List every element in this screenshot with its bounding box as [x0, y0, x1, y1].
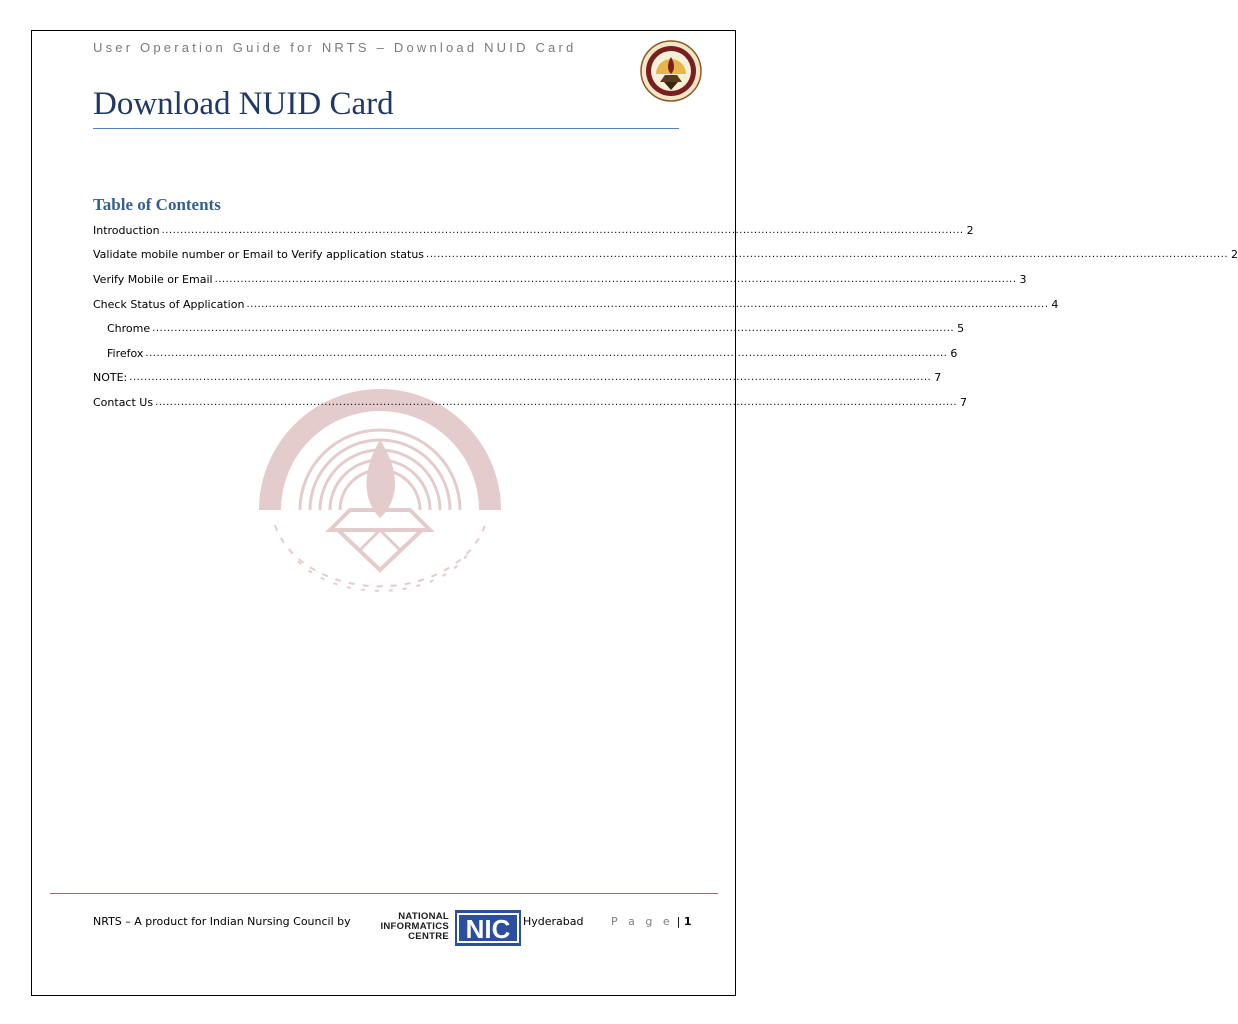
toc-entry-label: Chrome [107, 322, 151, 336]
footer-city: Hyderabad [523, 915, 584, 928]
page-footer [93, 910, 693, 950]
toc-entry-page: 2 [966, 223, 974, 237]
council-watermark-icon [250, 400, 510, 610]
page-number: 1 [683, 915, 692, 928]
toc-entry-firefox[interactable] [93, 341, 958, 366]
footer-divider [50, 893, 718, 894]
toc-leader-dots: .......................................................................................................................................................................................................................... [426, 249, 1229, 261]
toc-entry-label: Introduction [93, 223, 160, 237]
nic-wordmark [365, 912, 449, 942]
toc-heading: Table of Contents [93, 195, 221, 214]
toc-entry-label: Firefox [107, 346, 144, 360]
toc-entry-label: Verify Mobile or Email [93, 272, 213, 286]
toc-entry-validate[interactable] [93, 243, 1238, 268]
toc-entry-page: 3 [1019, 272, 1027, 286]
nic-logo-text: NIC [465, 914, 511, 944]
toc-leader-dots: .......................................................................................................................................................................................................................... [129, 372, 932, 384]
toc-entry-check-status[interactable] [93, 292, 1059, 317]
toc-entry-label: Contact Us [93, 395, 154, 409]
toc-entry-introduction[interactable] [93, 218, 974, 243]
toc-leader-dots: .......................................................................................................................................................................................................................... [161, 224, 964, 236]
toc-entry-page: 7 [960, 395, 968, 409]
nic-line-2: INFORMATICS [380, 921, 449, 932]
toc-entry-label: Check Status of Application [93, 297, 245, 311]
nic-line-3: CENTRE [408, 931, 449, 942]
footer-product-text: NRTS – A product for Indian Nursing Council by [93, 915, 351, 928]
toc-entry-page: 6 [950, 346, 958, 360]
toc-entry-contact-us[interactable] [93, 390, 968, 415]
page-word: P a g e [611, 915, 674, 928]
running-header: User Operation Guide for NRTS – Download NUID Card [93, 40, 577, 55]
toc-leader-dots: .......................................................................................................................................................................................................................... [152, 323, 955, 335]
toc-entry-chrome[interactable] [93, 316, 965, 341]
nic-logo-icon [455, 910, 521, 946]
toc-entry-verify-mobile[interactable] [93, 267, 1027, 292]
toc-entry-page: 4 [1051, 297, 1059, 311]
nic-line-1: NATIONAL [398, 911, 449, 922]
toc-entry-page: 2 [1231, 248, 1238, 262]
indian-nursing-council-logo [640, 40, 702, 102]
toc-entry-page: 5 [957, 322, 965, 336]
page-separator: | [673, 915, 684, 928]
page-indicator [611, 915, 691, 928]
toc-leader-dots: .......................................................................................................................................................................................................................... [155, 396, 958, 408]
table-of-contents [93, 218, 1238, 415]
toc-entry-label: Validate mobile number or Email to Verify application status [93, 248, 425, 262]
toc-leader-dots: .......................................................................................................................................................................................................................... [145, 347, 948, 359]
toc-leader-dots: .......................................................................................................................................................................................................................... [214, 273, 1017, 285]
toc-entry-page: 7 [934, 371, 942, 385]
document-title: Download NUID Card [93, 86, 394, 122]
title-divider [93, 128, 679, 129]
toc-entry-note[interactable] [93, 366, 942, 391]
toc-entry-label: NOTE: [93, 371, 128, 385]
toc-leader-dots: .......................................................................................................................................................................................................................... [246, 298, 1049, 310]
